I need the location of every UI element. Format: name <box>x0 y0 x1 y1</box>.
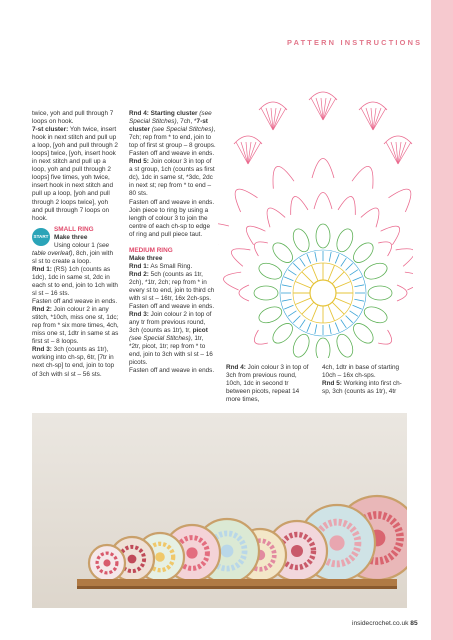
stitch-line <box>300 320 306 328</box>
stitch-line <box>284 277 293 281</box>
crochet-rings-photo <box>32 413 407 608</box>
stitch-line <box>328 305 335 321</box>
text-run: Using colour 1 <box>54 241 97 249</box>
stitch-line <box>335 323 339 332</box>
stitch-line <box>346 263 353 270</box>
stitch-line <box>315 324 317 334</box>
ring-center <box>221 545 234 558</box>
pink-petal <box>396 243 413 266</box>
text-column-1 <box>32 110 119 379</box>
paragraph <box>226 364 312 404</box>
green-loop <box>290 227 312 255</box>
stitch-line <box>332 302 344 314</box>
pink-petal <box>239 285 249 301</box>
text-run: Join colour 2 in any stitch, *10ch, miss one st, 1dc; rep from * six more times, 4ch, miss one st, 1dtr in same st as first st – 8 loops. <box>32 306 119 346</box>
paragraph <box>32 126 119 223</box>
ring-center <box>128 555 137 564</box>
stitch-line <box>346 316 353 323</box>
stitch-line <box>282 299 292 301</box>
stitch-line <box>284 305 293 309</box>
green-loop <box>334 227 356 255</box>
round-label: Rnd 3: <box>129 311 149 319</box>
round-label: Rnd 2: <box>129 270 149 278</box>
text-run: Working into first ch-sp, 3ch (counts as 1tr), 4tr <box>322 380 402 396</box>
stitch-line <box>312 305 319 321</box>
make-three-label: Make three <box>129 254 163 262</box>
crochet-chart-svg <box>218 68 413 358</box>
stitch-line <box>354 285 364 287</box>
round-label: Rnd 5: <box>129 158 149 166</box>
text-column-4 <box>322 364 408 396</box>
small-ring-intro <box>32 226 119 242</box>
text-run: (see Special Stitches) <box>129 335 191 343</box>
pink-petal <box>261 204 285 228</box>
paragraph: Fasten off and weave in ends. <box>32 298 118 306</box>
pink-petal <box>222 270 241 290</box>
pink-petal <box>381 220 405 244</box>
stitch-line <box>329 252 331 262</box>
paragraph <box>129 263 216 271</box>
ring-center <box>329 535 344 550</box>
stitch-line <box>341 258 347 266</box>
green-loop <box>362 304 390 326</box>
page-number: 85 <box>410 620 418 627</box>
stitch-line <box>335 298 351 305</box>
text-column-2 <box>129 110 216 376</box>
round-label: Rnd 5: <box>322 380 342 388</box>
paragraph <box>129 110 216 150</box>
pink-petal <box>352 163 379 189</box>
crochet-chart-diagram <box>218 68 413 358</box>
pink-petal <box>361 204 385 228</box>
section-header: PATTERN INSTRUCTIONS <box>287 38 423 47</box>
text-run: 3ch (counts as 1tr), working into ch-sp, 6tr, [7tr in next ch-sp] to end, join to top of 3ch with sl st – 56 sts. <box>32 346 115 378</box>
pink-arc <box>259 102 287 110</box>
stitch-line <box>354 299 364 301</box>
pink-petal <box>378 237 395 256</box>
stitch-line <box>329 324 331 334</box>
center-ring <box>310 280 336 306</box>
pink-petal <box>378 330 395 349</box>
pink-petal <box>228 243 250 266</box>
text-run: Yoh twice, insert hook in next stitch and pull up a loop, [yoh and pull through 2 loops] twice, [yoh, insert hook in next stitch and pull up a loop, yoh and pull through 2 loops] five times, yoh twice, insert hook in next stitch and pull up a loop, [yoh and pull through 2 loops twice], yoh and pull through 7 loops on hook. <box>32 126 118 222</box>
green-loop <box>316 224 330 248</box>
stitch-line <box>300 258 306 266</box>
text-run: (see Special Stitches) <box>149 126 214 134</box>
stitch-line <box>295 298 311 305</box>
green-loop <box>290 332 312 358</box>
pink-petal <box>218 216 229 245</box>
green-loop <box>334 332 356 358</box>
green-loop <box>269 320 296 347</box>
stitch-line <box>307 254 311 263</box>
stitch-line <box>335 282 351 289</box>
page-footer <box>352 620 418 627</box>
pink-petal <box>228 183 257 212</box>
stitch-line <box>293 263 300 270</box>
green-loop <box>269 239 296 266</box>
stitch-line <box>350 311 358 317</box>
pink-petal <box>405 270 413 290</box>
pink-petal <box>312 159 334 179</box>
paragraph <box>322 380 408 396</box>
green-loop <box>257 304 285 326</box>
bold-term: 7-st cluster: <box>32 126 69 134</box>
pink-petal <box>397 285 407 301</box>
pink-petal <box>267 163 294 189</box>
green-loop <box>362 260 390 282</box>
stitch-line <box>293 316 300 323</box>
round-label: Rnd 3: <box>32 346 52 354</box>
pink-petal <box>250 330 267 349</box>
text-run: As Small Ring. <box>148 262 193 270</box>
stitch-line <box>315 252 317 262</box>
paragraph <box>32 242 119 266</box>
ring-center <box>155 552 165 562</box>
bold-term: picot <box>192 327 208 335</box>
paragraph: Fasten off and weave in ends. <box>129 367 215 375</box>
paragraph <box>129 158 216 198</box>
green-loop <box>350 320 377 347</box>
pink-petal <box>338 194 360 215</box>
stitch-line <box>328 265 335 281</box>
pink-petal <box>388 183 413 212</box>
paragraph: 4ch, 1dtr in base of starting 10ch – 16x ch-sps. <box>322 364 400 380</box>
paragraph <box>32 346 119 378</box>
stitch-line <box>288 270 296 276</box>
stitch-line <box>295 282 311 289</box>
pink-petal <box>286 194 308 215</box>
text-run: (see Special Stitches) <box>129 110 212 126</box>
round-label: Rnd 2: <box>32 306 52 314</box>
site-url: insidecrochet.co.uk <box>352 620 409 627</box>
pink-arc <box>359 102 387 110</box>
pink-arc <box>309 92 337 100</box>
text-run: Join colour 3 in top of 3ch from previous round, 10ch, 1dc in second tr between picots, repeat 14 more times, <box>226 364 309 404</box>
green-loop <box>257 260 285 282</box>
stitch-line <box>307 323 311 332</box>
paragraph: Fasten off and weave in ends. <box>129 150 215 158</box>
text-run: (RS) 1ch (counts as 1dc), 1dc in same st, 2dc in each st to end, join to 1ch with sl st – 16 sts. <box>32 265 118 298</box>
text-run: Join colour 2 in top of any tr from previous round, 3ch (counts as 1tr), tr, <box>129 311 212 335</box>
text-run: (see table overleaf) <box>32 241 110 257</box>
bold-term: 7-st cluster <box>129 118 208 134</box>
stitch-line <box>350 270 358 276</box>
ring-center <box>291 545 303 557</box>
shelf-edge <box>77 586 397 589</box>
pink-petal <box>250 237 267 256</box>
stitch-line <box>335 254 339 263</box>
ring-center <box>103 559 110 566</box>
paragraph: twice, yoh and pull through 7 loops on hook. <box>32 110 114 126</box>
green-loop <box>316 338 330 358</box>
paragraph <box>32 306 119 346</box>
round-label: Rnd 1: <box>129 262 149 270</box>
paragraph <box>129 311 216 367</box>
stitch-line <box>302 302 314 314</box>
text-run: 5ch (counts as 1tr, 2ch), *1tr, 2ch; rep from * in every st to end, join to third ch with sl st – 16tr, 16x 2ch-sps. <box>129 270 215 303</box>
pink-petal <box>241 220 265 244</box>
side-color-bar <box>431 0 453 640</box>
ring-center <box>186 547 197 558</box>
text-run: , 7ch, * <box>176 118 197 126</box>
paragraph: Fasten off and weave in ends. Join piece to ring by using a length of colour 3 to join the centre of each ch-sp to edge of ring and pull piece taut. <box>129 198 215 238</box>
pink-arc <box>384 136 412 144</box>
green-loop <box>254 286 278 300</box>
medium-ring-heading: MEDIUM RING <box>129 246 173 254</box>
pink-petal <box>314 193 332 210</box>
photo-illustration <box>32 413 407 608</box>
stitch-line <box>353 305 362 309</box>
paragraph <box>129 271 216 303</box>
text-run: , 7ch; rep from * to end, join to top of first st group – 8 groups. <box>129 126 216 150</box>
text-column-3 <box>226 364 312 404</box>
stitch-line <box>341 320 347 328</box>
stitch-line <box>282 285 292 287</box>
stitch-line <box>288 311 296 317</box>
green-loop <box>368 286 392 300</box>
stitch-line <box>332 272 344 284</box>
round-label: Rnd 1: <box>32 265 52 273</box>
stitch-line <box>302 272 314 284</box>
make-three-label: Make three <box>54 233 88 241</box>
text-run: , 1tr, *2tr, picot, 1tr; rep from * to end, join to 3ch with sl st – 16 picots. <box>129 335 213 367</box>
stitch-line <box>353 277 362 281</box>
green-loop <box>350 239 377 266</box>
paragraph: Fasten off and weave in ends. <box>129 303 215 311</box>
paragraph <box>32 266 119 298</box>
pink-arc <box>234 136 262 144</box>
text-run: , 8ch, join with sl st to create a loop. <box>32 249 113 265</box>
round-label: Rnd 4: Starting cluster <box>129 110 198 117</box>
text-run: Join colour 3 in top of a st group, 1ch (counts as first dc), 1dc in same st, *3dc, 2dc in next st; rep from * to end – 80 sts. <box>129 158 215 198</box>
stitch-line <box>312 265 319 281</box>
wooden-shelf <box>77 579 397 586</box>
small-ring-heading: SMALL RING <box>54 225 94 233</box>
round-label: Rnd 4: <box>226 364 246 371</box>
start-badge: START <box>32 228 50 246</box>
